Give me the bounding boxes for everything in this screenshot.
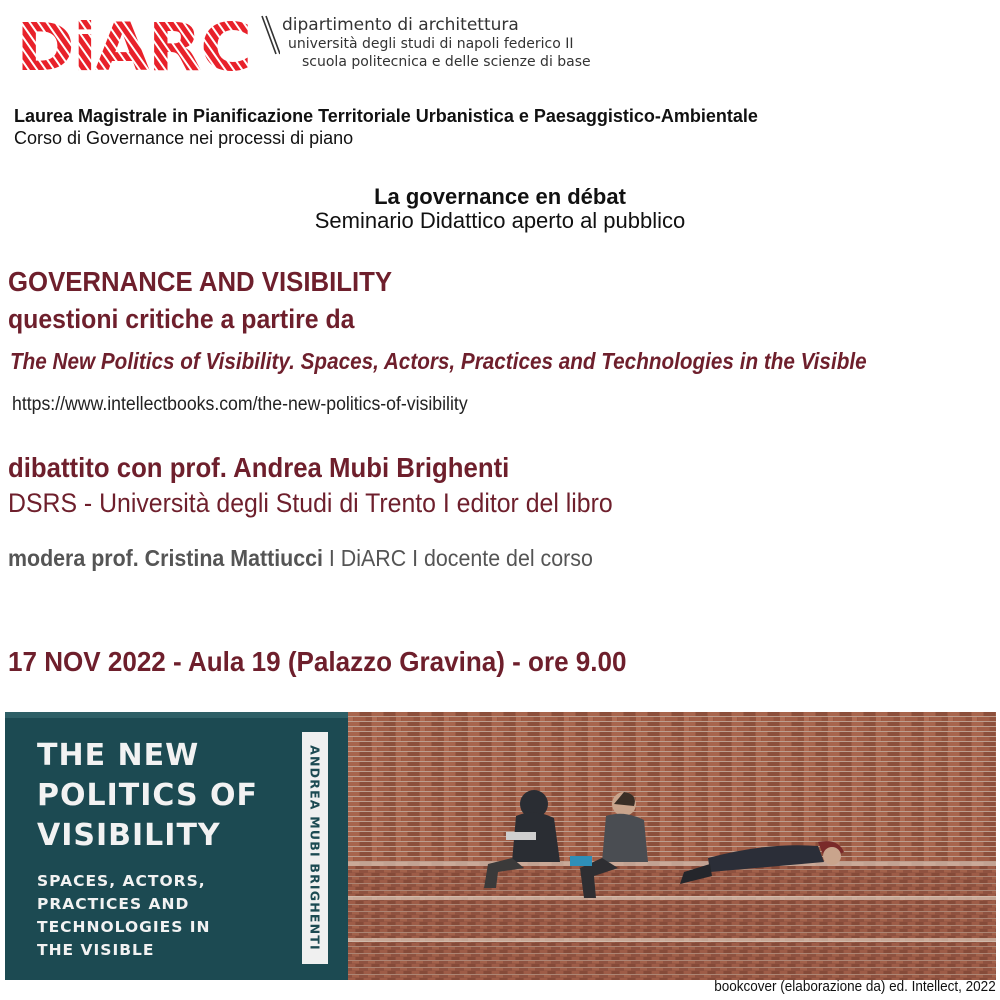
event-subtitle: questioni critiche a partire da [8,304,355,334]
moderator-name: modera prof. Cristina Mattiucci [8,545,323,571]
event-datetime: 17 NOV 2022 - Aula 19 (Palazzo Gravina) - ore 9.00 [8,646,627,677]
debate-speaker: dibattito con prof. Andrea Mubi Brighenti [8,452,510,483]
school-name: scuola politecnica e delle scienze di base [302,54,591,70]
cover-top-strip [5,712,348,718]
moderator-line [8,545,593,572]
cover-subtitle-line4: THE VISIBLE [37,941,155,959]
book-url[interactable]: https://www.intellectbooks.com/the-new-politics-of-visibility [12,394,468,415]
speaker-affiliation: DSRS - Università degli Studi di Trento I editor del libro [8,488,613,518]
cover-author: ANDREA MUBI BRIGHENTI [307,745,323,951]
logo-separator-icon [260,14,280,74]
brick-steps-photo [348,712,996,980]
diarc-logo [14,14,254,76]
book-cover [5,712,348,980]
university-name: università degli studi di napoli federico II [288,36,574,52]
seminar-title: La governance en débat [374,184,626,209]
cover-title-line2: POLITICS OF [37,778,259,813]
department-name: dipartimento di architettura [282,15,519,35]
cover-subtitle-line1: SPACES, ACTORS, [37,872,206,890]
course-name: Corso di Governance nei processi di piano [14,128,354,148]
degree-title: Laurea Magistrale in Pianificazione Territoriale Urbanistica e Paesaggistico-Ambientale [14,106,758,126]
seminar-subtitle: Seminario Didattico aperto al pubblico [314,208,686,233]
cover-subtitle-line2: PRACTICES AND [37,895,190,913]
image-credit: bookcover (elaborazione da) ed. Intellect, 2022 [714,978,996,995]
book-title: The New Politics of Visibility. Spaces, Actors, Practices and Technologies in the Visible [10,348,867,374]
logo-text: DiARC [16,14,251,76]
cover-subtitle-line3: TECHNOLOGIES IN [37,918,211,936]
cover-title-line3: VISIBILITY [37,818,221,853]
event-title: GOVERNANCE AND VISIBILITY [8,266,393,297]
cover-title-line1: THE NEW [37,738,200,773]
moderator-role: I DiARC I docente del corso [322,545,593,571]
